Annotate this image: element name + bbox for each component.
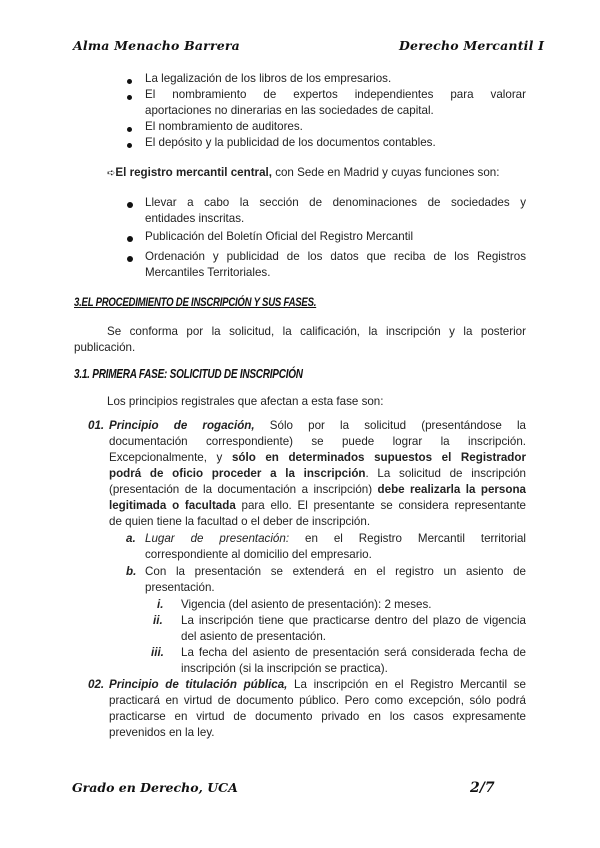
- list-item-continuation: aportaciones no dinerarias en las sociedades de capital.: [145, 104, 434, 117]
- principle-line: podrá de oficio proceder a la inscripción. La solicitud de inscripción: [109, 467, 526, 480]
- function-item: Ordenación y publicidad de los datos que reciba de los Registros: [145, 250, 526, 263]
- principle-line: practicará en virtud de documento público. Pero como excepción, sólo podrá: [109, 694, 526, 707]
- sub-item-continuation: presentación.: [145, 581, 215, 594]
- roman-item: Vigencia (del asiento de presentación): 2 meses.: [181, 598, 432, 611]
- section-3-heading: 3.EL PROCEDIMIENTO DE INSCRIPCIÓN Y SUS FASES.: [74, 295, 317, 309]
- sub-item: Con la presentación se extenderá en el registro un asiento de: [145, 565, 526, 578]
- principle-line: (presentación de la documentación a inscripción) debe realizarla la persona: [109, 483, 526, 496]
- principle-line: Principio de titulación pública, La inscripción en el Registro Mercantil se: [109, 678, 526, 691]
- principle-line: documentación correspondiente) se puede lograr la inscripción.: [109, 435, 526, 448]
- function-item: Llevar a cabo la sección de denominaciones de sociedades y: [145, 196, 526, 209]
- function-item-continuation: entidades inscritas.: [145, 212, 245, 225]
- function-item: Publicación del Boletín Oficial del Registro Mercantil: [145, 230, 414, 243]
- principle-line: Principio de rogación, Sólo por la solicitud (presentándose la: [109, 419, 526, 432]
- list-item: El nombramiento de auditores.: [145, 120, 303, 133]
- principle-line: de quien tiene la facultad o el deber de inscripción.: [109, 515, 371, 528]
- page-number: 2/7: [470, 780, 495, 796]
- bullet: [127, 127, 132, 132]
- bullet: [127, 79, 132, 84]
- sub-label: b.: [126, 565, 137, 578]
- principle-title: Principio de titulación pública,: [109, 678, 288, 691]
- registro-central-line: [107, 165, 499, 182]
- bullet: [127, 95, 132, 100]
- roman-label: i.: [157, 598, 164, 611]
- sub-item: Lugar de presentación: en el Registro Mercantil territorial: [145, 532, 526, 545]
- registro-central-title: El registro mercantil central,: [115, 166, 272, 179]
- function-item-continuation: Mercantiles Territoriales.: [145, 266, 271, 279]
- bullet: [127, 202, 133, 208]
- principle-number: 01.: [88, 419, 105, 432]
- bullet: [127, 256, 133, 262]
- registro-central-text: con Sede en Madrid y cuyas funciones son:: [271, 166, 500, 179]
- principle-number: 02.: [88, 678, 105, 691]
- roman-item: La fecha del asiento de presentación será considerada fecha de: [181, 646, 526, 659]
- list-item: El nombramiento de expertos independientes para valorar: [145, 88, 526, 101]
- sub-item-continuation: correspondiente al domicilio del empresario.: [145, 548, 372, 561]
- principle-line: prevenidos en la ley.: [109, 726, 215, 739]
- principle-title: Principio de rogación,: [109, 419, 255, 432]
- principle-line: Excepcionalmente, y sólo en determinados supuestos el Registrador: [109, 451, 526, 464]
- roman-item: La inscripción tiene que practicarse dentro del plazo de vigencia: [181, 614, 526, 627]
- bullet: [127, 143, 132, 148]
- roman-item-continuation: del asiento de presentación.: [181, 630, 327, 643]
- roman-label: iii.: [151, 646, 164, 659]
- header-subject: Derecho Mercantil I: [399, 38, 545, 53]
- principle-line: legitimada o facultada para ello. El presentante se considera representante: [109, 499, 527, 512]
- roman-item-continuation: inscripción (si la inscripción se practica).: [181, 662, 388, 675]
- principle-line: practicarse en virtud de documento privado en los casos expresamente: [109, 710, 526, 723]
- list-item: El depósito y la publicidad de los documentos contables.: [145, 136, 436, 149]
- roman-label: ii.: [153, 614, 163, 627]
- section-3-paragraph-continuation: publicación.: [74, 341, 136, 354]
- footer-course: Grado en Derecho, UCA: [72, 780, 238, 795]
- list-item: La legalización de los libros de los empresarios.: [145, 72, 392, 85]
- arrow-icon: ➪: [107, 168, 116, 179]
- section-3-1-heading: 3.1. PRIMERA FASE: SOLICITUD DE INSCRIPCIÓN: [74, 367, 303, 381]
- section-3-1-intro: Los principios registrales que afectan a esta fase son:: [107, 395, 384, 408]
- header-author: Alma Menacho Barrera: [73, 38, 240, 53]
- bullet: [127, 236, 133, 242]
- section-3-paragraph: Se conforma por la solicitud, la calificación, la inscripción y la posterior: [107, 325, 526, 338]
- sub-label: a.: [126, 532, 136, 545]
